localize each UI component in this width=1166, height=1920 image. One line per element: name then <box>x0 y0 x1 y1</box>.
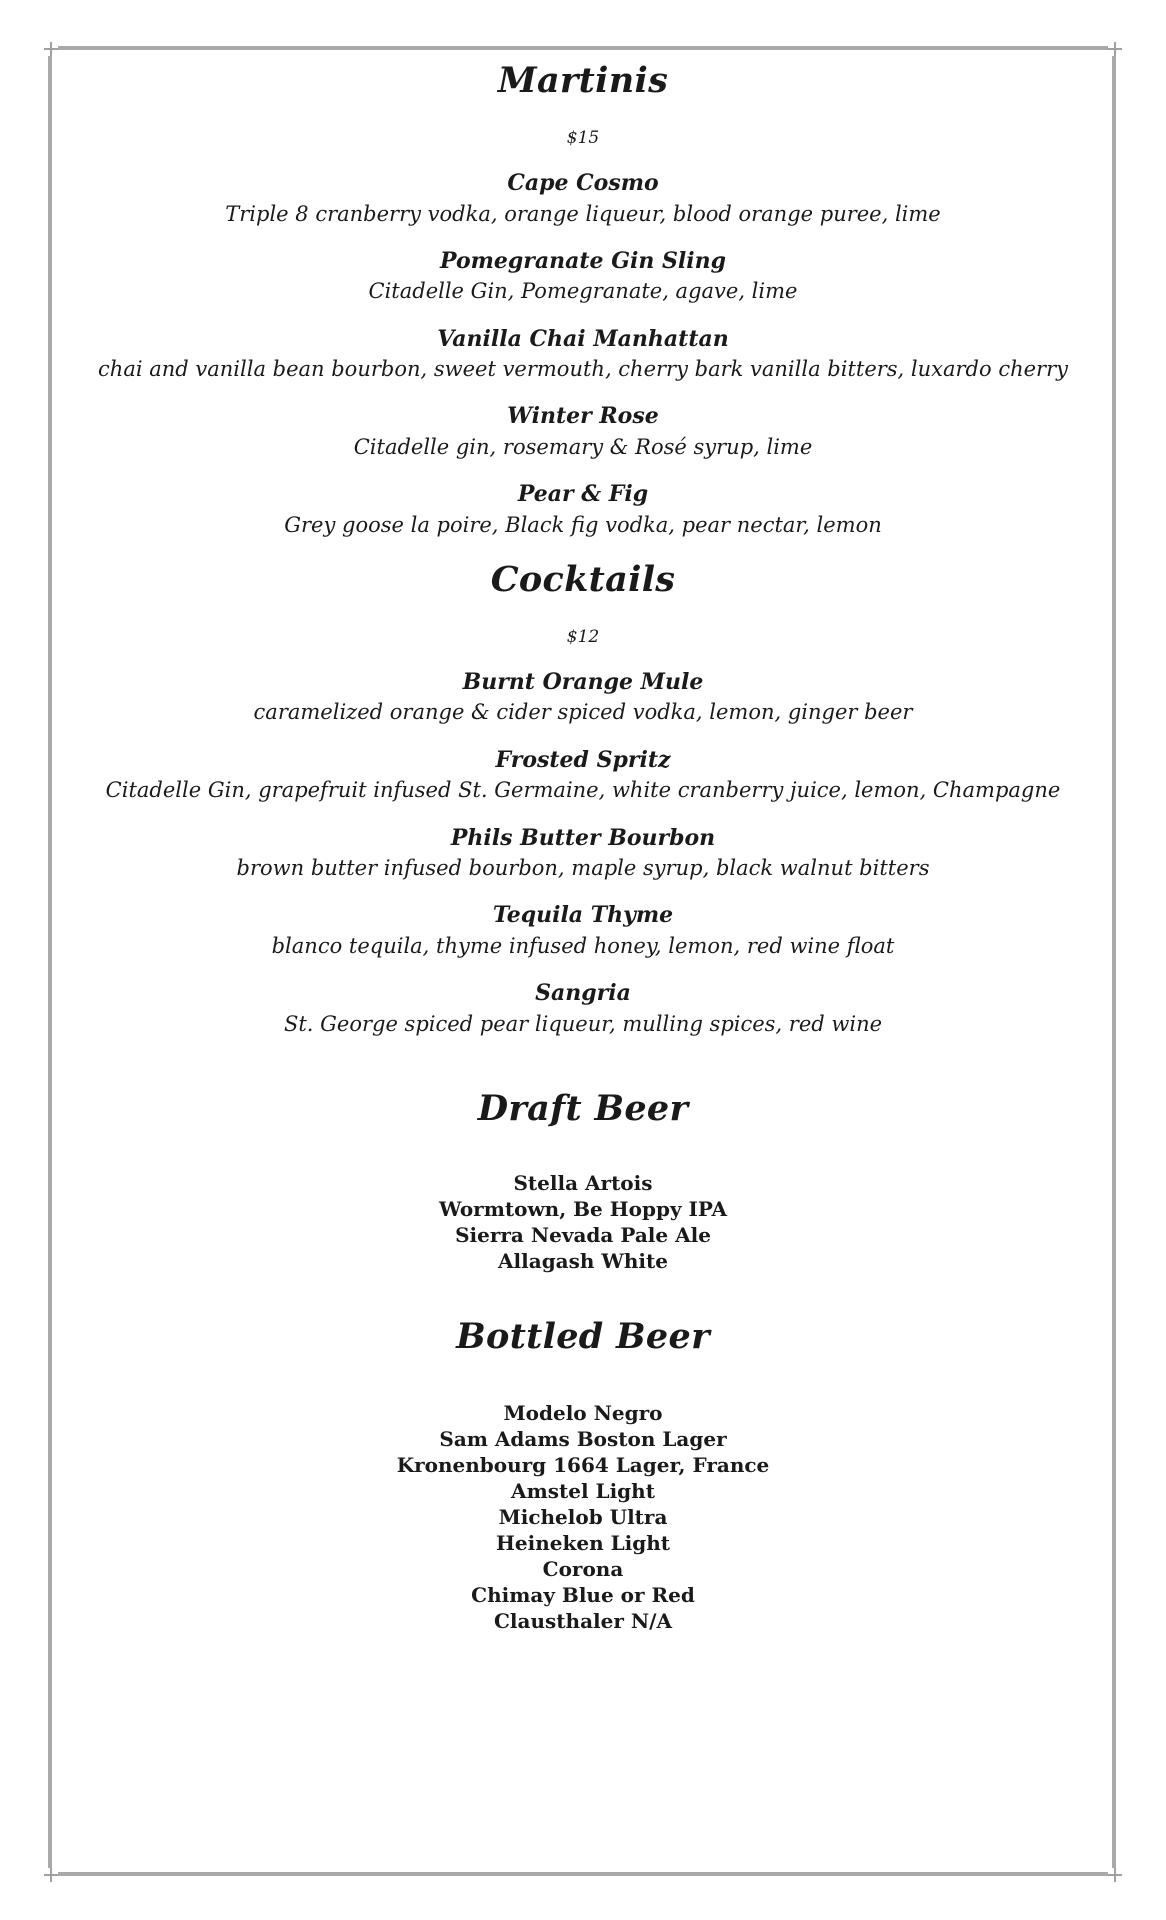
menu-item <box>60 248 1106 306</box>
corner-ornament-top-left <box>44 42 58 56</box>
bottled-beer-list <box>60 1400 1106 1634</box>
item-name: Frosted Spritz <box>495 746 671 773</box>
menu-item <box>60 669 1106 727</box>
list-item: Kronenbourg 1664 Lager, France <box>396 1452 770 1477</box>
item-name: Sangria <box>535 980 631 1007</box>
section-title-bottled-beer: Bottled Beer <box>456 1315 710 1357</box>
section-price-cocktails: $12 <box>566 626 600 647</box>
section-title-draft-beer: Draft Beer <box>477 1087 689 1129</box>
item-name: Tequila Thyme <box>492 902 674 929</box>
menu-item <box>60 403 1106 461</box>
item-description: Citadelle gin, rosemary & Rosé syrup, lime <box>353 434 813 459</box>
draft-beer-section <box>60 1088 1106 1274</box>
list-item: Amstel Light <box>511 1478 655 1503</box>
item-description: brown butter infused bourbon, maple syrup, black walnut bitters <box>236 856 930 881</box>
menu-item <box>60 747 1106 805</box>
list-item: Allagash White <box>498 1248 668 1273</box>
list-item: Michelob Ultra <box>498 1504 668 1529</box>
item-description: blanco tequila, thyme infused honey, lemon, red wine float <box>271 933 895 958</box>
menu-content <box>60 60 1106 1634</box>
item-name: Phils Butter Bourbon <box>450 824 716 851</box>
list-item: Corona <box>542 1556 624 1581</box>
item-name: Cape Cosmo <box>507 170 659 196</box>
item-description: Citadelle Gin, grapefruit infused St. Germaine, white cranberry juice, lemon, Champagne <box>105 778 1061 803</box>
menu-item <box>60 326 1106 384</box>
menu-item <box>60 902 1106 960</box>
list-item: Stella Artois <box>513 1170 653 1195</box>
item-name: Pomegranate Gin Sling <box>440 247 726 274</box>
item-name: Vanilla Chai Manhattan <box>437 325 729 352</box>
menu-item <box>60 170 1106 228</box>
draft-beer-list <box>60 1170 1106 1274</box>
list-item: Modelo Negro <box>503 1400 663 1425</box>
item-description: chai and vanilla bean bourbon, sweet vermouth, cherry bark vanilla bitters, luxardo cherry <box>98 357 1068 382</box>
item-description: Triple 8 cranberry vodka, orange liqueur, blood orange puree, lime <box>225 201 941 226</box>
corner-ornament-bottom-left <box>44 1868 58 1882</box>
list-item: Wormtown, Be Hoppy IPA <box>439 1196 727 1221</box>
martinis-section <box>60 60 1106 539</box>
cocktails-section <box>60 559 1106 1038</box>
bottled-beer-section <box>60 1316 1106 1634</box>
menu-item <box>60 825 1106 883</box>
list-item: Heineken Light <box>496 1530 670 1555</box>
corner-ornament-top-right <box>1108 42 1122 56</box>
list-item: Clausthaler N/A <box>494 1608 672 1633</box>
corner-ornament-bottom-right <box>1108 1868 1122 1882</box>
item-name: Burnt Orange Mule <box>462 668 704 695</box>
menu-item <box>60 980 1106 1038</box>
list-item: Sierra Nevada Pale Ale <box>455 1222 711 1247</box>
list-item: Chimay Blue or Red <box>471 1582 695 1607</box>
item-name: Pear & Fig <box>517 481 649 508</box>
list-item: Sam Adams Boston Lager <box>439 1426 727 1451</box>
item-name: Winter Rose <box>507 403 659 430</box>
section-price-martinis: $15 <box>566 128 600 148</box>
item-description: caramelized orange & cider spiced vodka, lemon, ginger beer <box>253 700 913 725</box>
section-title-cocktails: Cocktails <box>490 558 676 600</box>
item-description: St. George spiced pear liqueur, mulling spices, red wine <box>283 1011 883 1036</box>
menu-item <box>60 481 1106 539</box>
item-description: Grey goose la poire, Black fig vodka, pear nectar, lemon <box>284 512 882 537</box>
section-title-martinis: Martinis <box>497 60 669 101</box>
item-description: Citadelle Gin, Pomegranate, agave, lime <box>368 279 798 304</box>
